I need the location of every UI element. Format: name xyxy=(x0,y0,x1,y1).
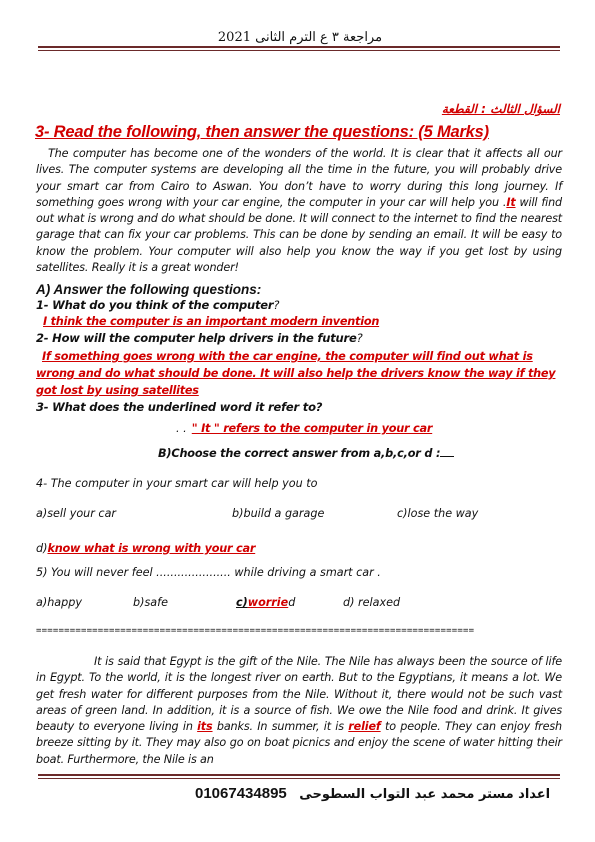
question-3: 3- What does the underlined word it refer to? xyxy=(36,400,323,414)
question-2-text: 2- How will the computer help drivers in the future xyxy=(36,331,357,345)
header-divider xyxy=(38,46,560,51)
part-b-title xyxy=(158,447,454,460)
answer-3-prefix: . . xyxy=(176,422,187,435)
section-label: السؤال الثالث : القطعة xyxy=(441,102,560,116)
q4-option-d-answer: know what is wrong with your car xyxy=(47,542,256,555)
q4-option-a: a)sell your car xyxy=(36,507,117,520)
question-1-text: 1- What do you think of the computer xyxy=(36,298,274,312)
q4-option-d xyxy=(36,537,255,556)
answer-3: " It " refers to the computer in your car xyxy=(191,422,433,435)
passage2-text-3: to people. They can enjoy fresh breeze sitting by it. They may also go on boat picnics and enjoy the scene of water hitting their boat. Furthermore, the Nile is an xyxy=(36,720,562,766)
question-1 xyxy=(36,298,279,312)
q4-option-b: b)build a garage xyxy=(232,507,325,520)
answer-3-line xyxy=(176,417,432,436)
question-2-mark: ? xyxy=(356,331,363,345)
question-5: 5) You will never feel ..................... while driving a smart car . xyxy=(36,566,381,579)
passage2-relief-word: relief xyxy=(348,720,381,734)
q5-option-a: a)happy xyxy=(36,596,82,609)
answer-2: If something goes wrong with the car engine, the computer will find out what is wrong and do what should be done. It will also help the drivers know the way if they got lost by using satellites xyxy=(36,350,556,397)
passage2-its-word: its xyxy=(197,720,213,734)
q5-option-b: b)safe xyxy=(133,596,168,609)
q4-option-c: c)lose the way xyxy=(397,507,479,520)
passage2-text-2: banks. In summer, it is xyxy=(212,720,349,734)
q5-option-c-answer: worrie xyxy=(247,596,289,609)
q5-option-c xyxy=(236,596,295,609)
q5-option-d: d) relaxed xyxy=(343,596,401,609)
part-b-title-text: B)Choose the correct answer from a,b,c,or d : xyxy=(158,447,441,460)
page-header-title: مراجعة ٣ ع الترم الثانى 2021 xyxy=(217,30,383,45)
passage-text-after: will find out what is wrong and do what should be done. It will connect to the internet to find the nearest garage that can fix your car problems. This can be done by sending an email. It will be easy to know the problem. Your computer will also help you know the way if you get lost by using satellites. Really it is a great wonder! xyxy=(36,195,563,275)
footer-credit xyxy=(195,785,550,802)
reading-passage-2 xyxy=(36,654,562,768)
q4-option-d-prefix: d) xyxy=(36,542,48,555)
question-1-mark: ? xyxy=(273,298,280,312)
question-4: 4- The computer in your smart car will help you to xyxy=(36,477,318,490)
q5-option-c-end: d xyxy=(288,596,296,609)
question-heading: 3- Read the following, then answer the questions: (5 Marks) xyxy=(35,123,489,141)
footer-phone: 01067434895 xyxy=(195,785,287,802)
footer-divider xyxy=(38,774,560,779)
underlined-it-word: It xyxy=(506,195,516,209)
footer-author: اعداد مستر محمد عبد التواب السطوحى xyxy=(299,787,551,802)
separator-line: ============================================================================== xyxy=(36,626,475,636)
part-b-title-underline xyxy=(440,456,454,457)
q5-option-c-prefix: c) xyxy=(236,596,248,609)
part-a-title: A) Answer the following questions: xyxy=(36,282,262,297)
question-2 xyxy=(36,331,362,345)
passage-text-before: The computer has become one of the wonders of the world. It is clear that it affects all our lives. The computer systems are developing all the time in the future, you will probably drive your smart car from Cairo to Aswan. You don’t have to worry during this long journey. If something goes wrong with your car engine, the computer in your car will help you . xyxy=(36,147,562,209)
reading-passage-1 xyxy=(36,146,562,276)
passage2-text-1: It is said that Egypt is the gift of the Nile. The Nile has always been the source of life in Egypt. To the world, it is the longest river on earth. But to the Egyptians, it means a lot. We get fresh water for different purposes from the Nile. Without it, there would not be such vast areas of green land. In addition, it is a source of fish. We owe the Nile food and drink. It gives beauty to everyone living in xyxy=(36,655,562,734)
answer-1: I think the computer is an important modern invention xyxy=(43,315,380,328)
